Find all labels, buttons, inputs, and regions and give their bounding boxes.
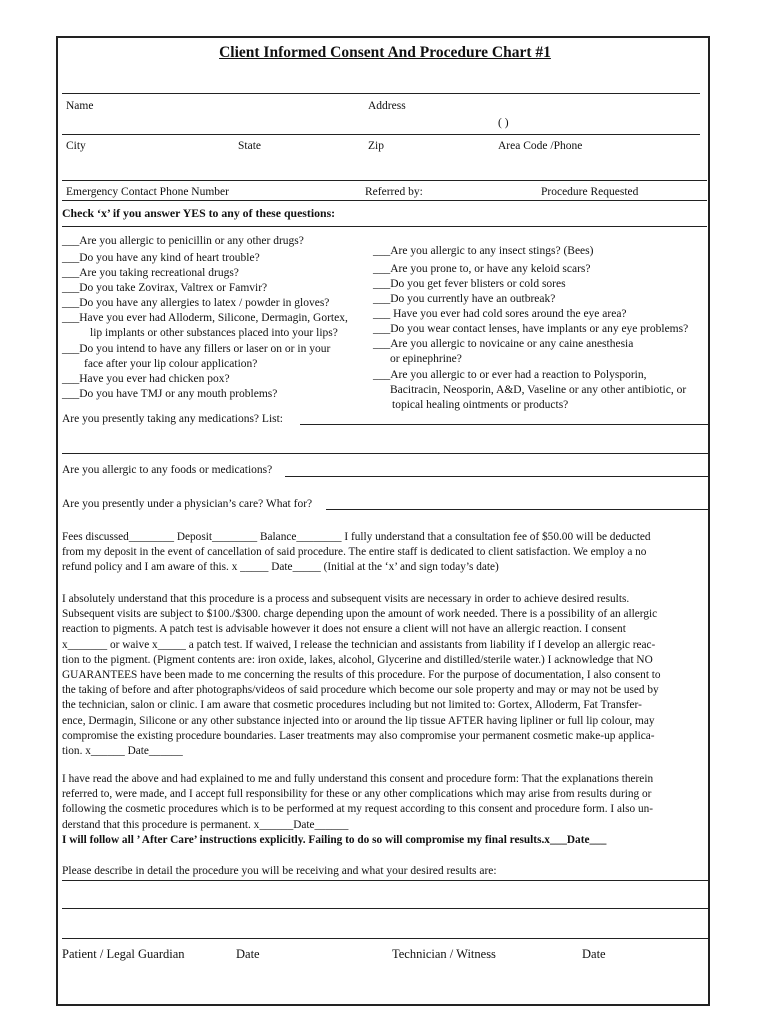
describe-field-1[interactable] bbox=[62, 880, 708, 881]
procedure-requested-label: Procedure Requested bbox=[541, 186, 639, 198]
form-border bbox=[56, 36, 710, 1006]
check-heading: Check ‘x’ if you answer YES to any of these questions: bbox=[62, 206, 336, 220]
question-keloid[interactable]: ___Are you prone to, or have any keloid scars? bbox=[373, 263, 591, 275]
check-rule bbox=[62, 226, 707, 227]
name-rule[interactable] bbox=[62, 134, 700, 135]
consent-line: compromise the existing procedure boundaries. Laser treatments may also compromise your permanent cosmetic make-up applica- bbox=[62, 729, 655, 742]
question-outbreak[interactable]: ___Do you currently have an outbreak? bbox=[373, 293, 556, 305]
consent-line: Subsequent visits are subject to $100./$300. charge depending upon the amount of work needed. There is a possibility of an allergic bbox=[62, 608, 658, 621]
question-latex[interactable]: ___Do you have any allergies to latex / powder in gloves? bbox=[62, 297, 330, 309]
title-rule bbox=[62, 93, 700, 94]
consent-line: the technician, salon or clinic. I am aware that cosmetic procedures including but not limited to: Gortex, Alloderm, Fat Transfer- bbox=[62, 699, 642, 712]
form-title: Client Informed Consent And Procedure Chart #1 bbox=[219, 44, 551, 61]
consent-line: ence, Dermagin, Silicone or any other substance injected into or around the lip tissue AFTER having lipliner or full lip colour, may bbox=[62, 714, 655, 727]
question-penicillin[interactable]: ___Are you allergic to penicillin or any other drugs? bbox=[62, 235, 304, 247]
consent-line: reaction to pigments. A patch test is advisable however it does not ensure a client will not have an allergic reaction. I consent bbox=[62, 623, 626, 636]
describe-label: Please describe in detail the procedure you will be receiving and what your desired results are: bbox=[62, 865, 497, 877]
physician-label: Are you presently under a physician’s care? What for? bbox=[62, 498, 313, 510]
question-polysporin-cont: Bacitracin, Neosporin, A&D, Vaseline or any other antibiotic, or bbox=[390, 384, 687, 396]
question-zovirax[interactable]: ___Do you take Zovirax, Valtrex or Famvir? bbox=[62, 282, 268, 294]
referred-by-label: Referred by: bbox=[365, 186, 423, 198]
medications-field-2[interactable] bbox=[62, 453, 708, 454]
question-eye-cold-sores[interactable]: ___ Have you ever had cold sores around the eye area? bbox=[373, 308, 627, 320]
area-code-phone-label: Area Code /Phone bbox=[498, 140, 583, 152]
ack-line: I have read the above and had explained to me and fully understand this consent and procedure form: That the explanations therein bbox=[62, 773, 654, 785]
consent-line: I absolutely understand that this procedure is a process and subsequent visits are necessary in order to achieve desired results. bbox=[62, 593, 630, 605]
question-alloderm[interactable]: ___Have you ever had Alloderm, Silicone, Dermagin, Gortex, bbox=[62, 312, 348, 324]
consent-line: tion. x______ Date______ bbox=[62, 745, 183, 758]
consent-paragraph bbox=[62, 592, 698, 759]
city-label: City bbox=[66, 140, 86, 152]
allergic-foods-label: Are you allergic to any foods or medications? bbox=[62, 464, 273, 476]
zip-label: Zip bbox=[368, 140, 384, 152]
aftercare-line: I will follow all ’ After Care’ instructions explicitly. Failing to do so will compromise my final results.x___Date___ bbox=[62, 833, 607, 846]
name-label: Name bbox=[66, 100, 94, 112]
question-fillers-cont: face after your lip colour application? bbox=[84, 358, 258, 370]
question-polysporin[interactable]: ___Are you allergic to or ever had a reaction to Polysporin, bbox=[373, 369, 647, 381]
question-novicaine-cont: or epinephrine? bbox=[390, 353, 462, 365]
question-alloderm-cont: lip implants or other substances placed into your lips? bbox=[90, 327, 338, 339]
question-novicaine[interactable]: ___Are you allergic to novicaine or any caine anesthesia bbox=[373, 338, 634, 350]
state-label: State bbox=[238, 140, 261, 152]
question-fillers[interactable]: ___Do you intend to have any fillers or laser on or in your bbox=[62, 343, 331, 355]
acknowledgement-paragraph bbox=[62, 772, 698, 848]
question-insect[interactable]: ___Are you allergic to any insect stings? (Bees) bbox=[373, 245, 594, 257]
fees-line: Fees discussed________ Deposit________ Balance________ I fully understand that a consultation fee of $50.00 will be deducted bbox=[62, 531, 651, 543]
describe-field-2[interactable] bbox=[62, 908, 708, 909]
describe-field-3[interactable] bbox=[62, 938, 708, 939]
consent-line: the taking of before and after photographs/videos of said procedure which become our sole property and may or may not be used by bbox=[62, 684, 659, 697]
question-contact-lenses[interactable]: ___Do you wear contact lenses, have implants or any eye problems? bbox=[373, 323, 689, 335]
question-tmj[interactable]: ___Do you have TMJ or any mouth problems? bbox=[62, 388, 278, 400]
patient-signature-label: Patient / Legal Guardian bbox=[62, 947, 185, 961]
city-rule[interactable] bbox=[62, 180, 707, 181]
medications-field[interactable] bbox=[300, 424, 708, 425]
fees-line: from my deposit in the event of cancellation of said procedure. The entire staff is dedicated to client satisfaction. We employ a no bbox=[62, 546, 647, 559]
medications-label: Are you presently taking any medications? List: bbox=[62, 413, 283, 425]
allergic-foods-field[interactable] bbox=[285, 476, 708, 477]
question-chicken-pox[interactable]: ___Have you ever had chicken pox? bbox=[62, 373, 230, 385]
emergency-rule[interactable] bbox=[62, 200, 707, 201]
fees-line: refund policy and I am aware of this. x _____ Date_____ (Initial at the ‘x’ and sign today’s date) bbox=[62, 561, 499, 574]
technician-signature-label: Technician / Witness bbox=[392, 947, 496, 961]
fees-paragraph bbox=[62, 530, 698, 576]
consent-line: x_______ or waive x_____ a patch test. If waived, I release the technician and assistants from liability if I develop an allergic reac- bbox=[62, 638, 656, 651]
technician-date-label: Date bbox=[582, 947, 606, 961]
consent-line: tion to the pigment. (Pigment contents are: iron oxide, lakes, alcohol, Glycerine and distilled/sterile water.) I acknowledge that NO bbox=[62, 653, 653, 666]
ack-line: following the cosmetic procedures which is to be performed at my request according to this consent and procedure form. I also un- bbox=[62, 803, 654, 816]
ack-line: referred to, were made, and I accept full responsibility for these or any other complications which may arise from results during or bbox=[62, 788, 652, 801]
area-code-parens: ( ) bbox=[498, 117, 509, 129]
ack-line: derstand that this procedure is permanent. x______Date______ bbox=[62, 818, 349, 831]
patient-date-label: Date bbox=[236, 947, 260, 961]
question-fever-blisters[interactable]: ___Do you get fever blisters or cold sores bbox=[373, 278, 566, 290]
emergency-contact-label: Emergency Contact Phone Number bbox=[66, 186, 229, 198]
question-polysporin-cont2: topical healing ointments or products? bbox=[392, 399, 569, 411]
consent-line: GUARANTEES have been made to me concerning the results of this procedure. For the purpose of documentation, I also consent to bbox=[62, 669, 661, 682]
question-heart[interactable]: ___Do you have any kind of heart trouble? bbox=[62, 252, 260, 264]
address-label: Address bbox=[368, 100, 406, 112]
question-recreational[interactable]: ___Are you taking recreational drugs? bbox=[62, 267, 239, 279]
physician-field[interactable] bbox=[326, 509, 708, 510]
